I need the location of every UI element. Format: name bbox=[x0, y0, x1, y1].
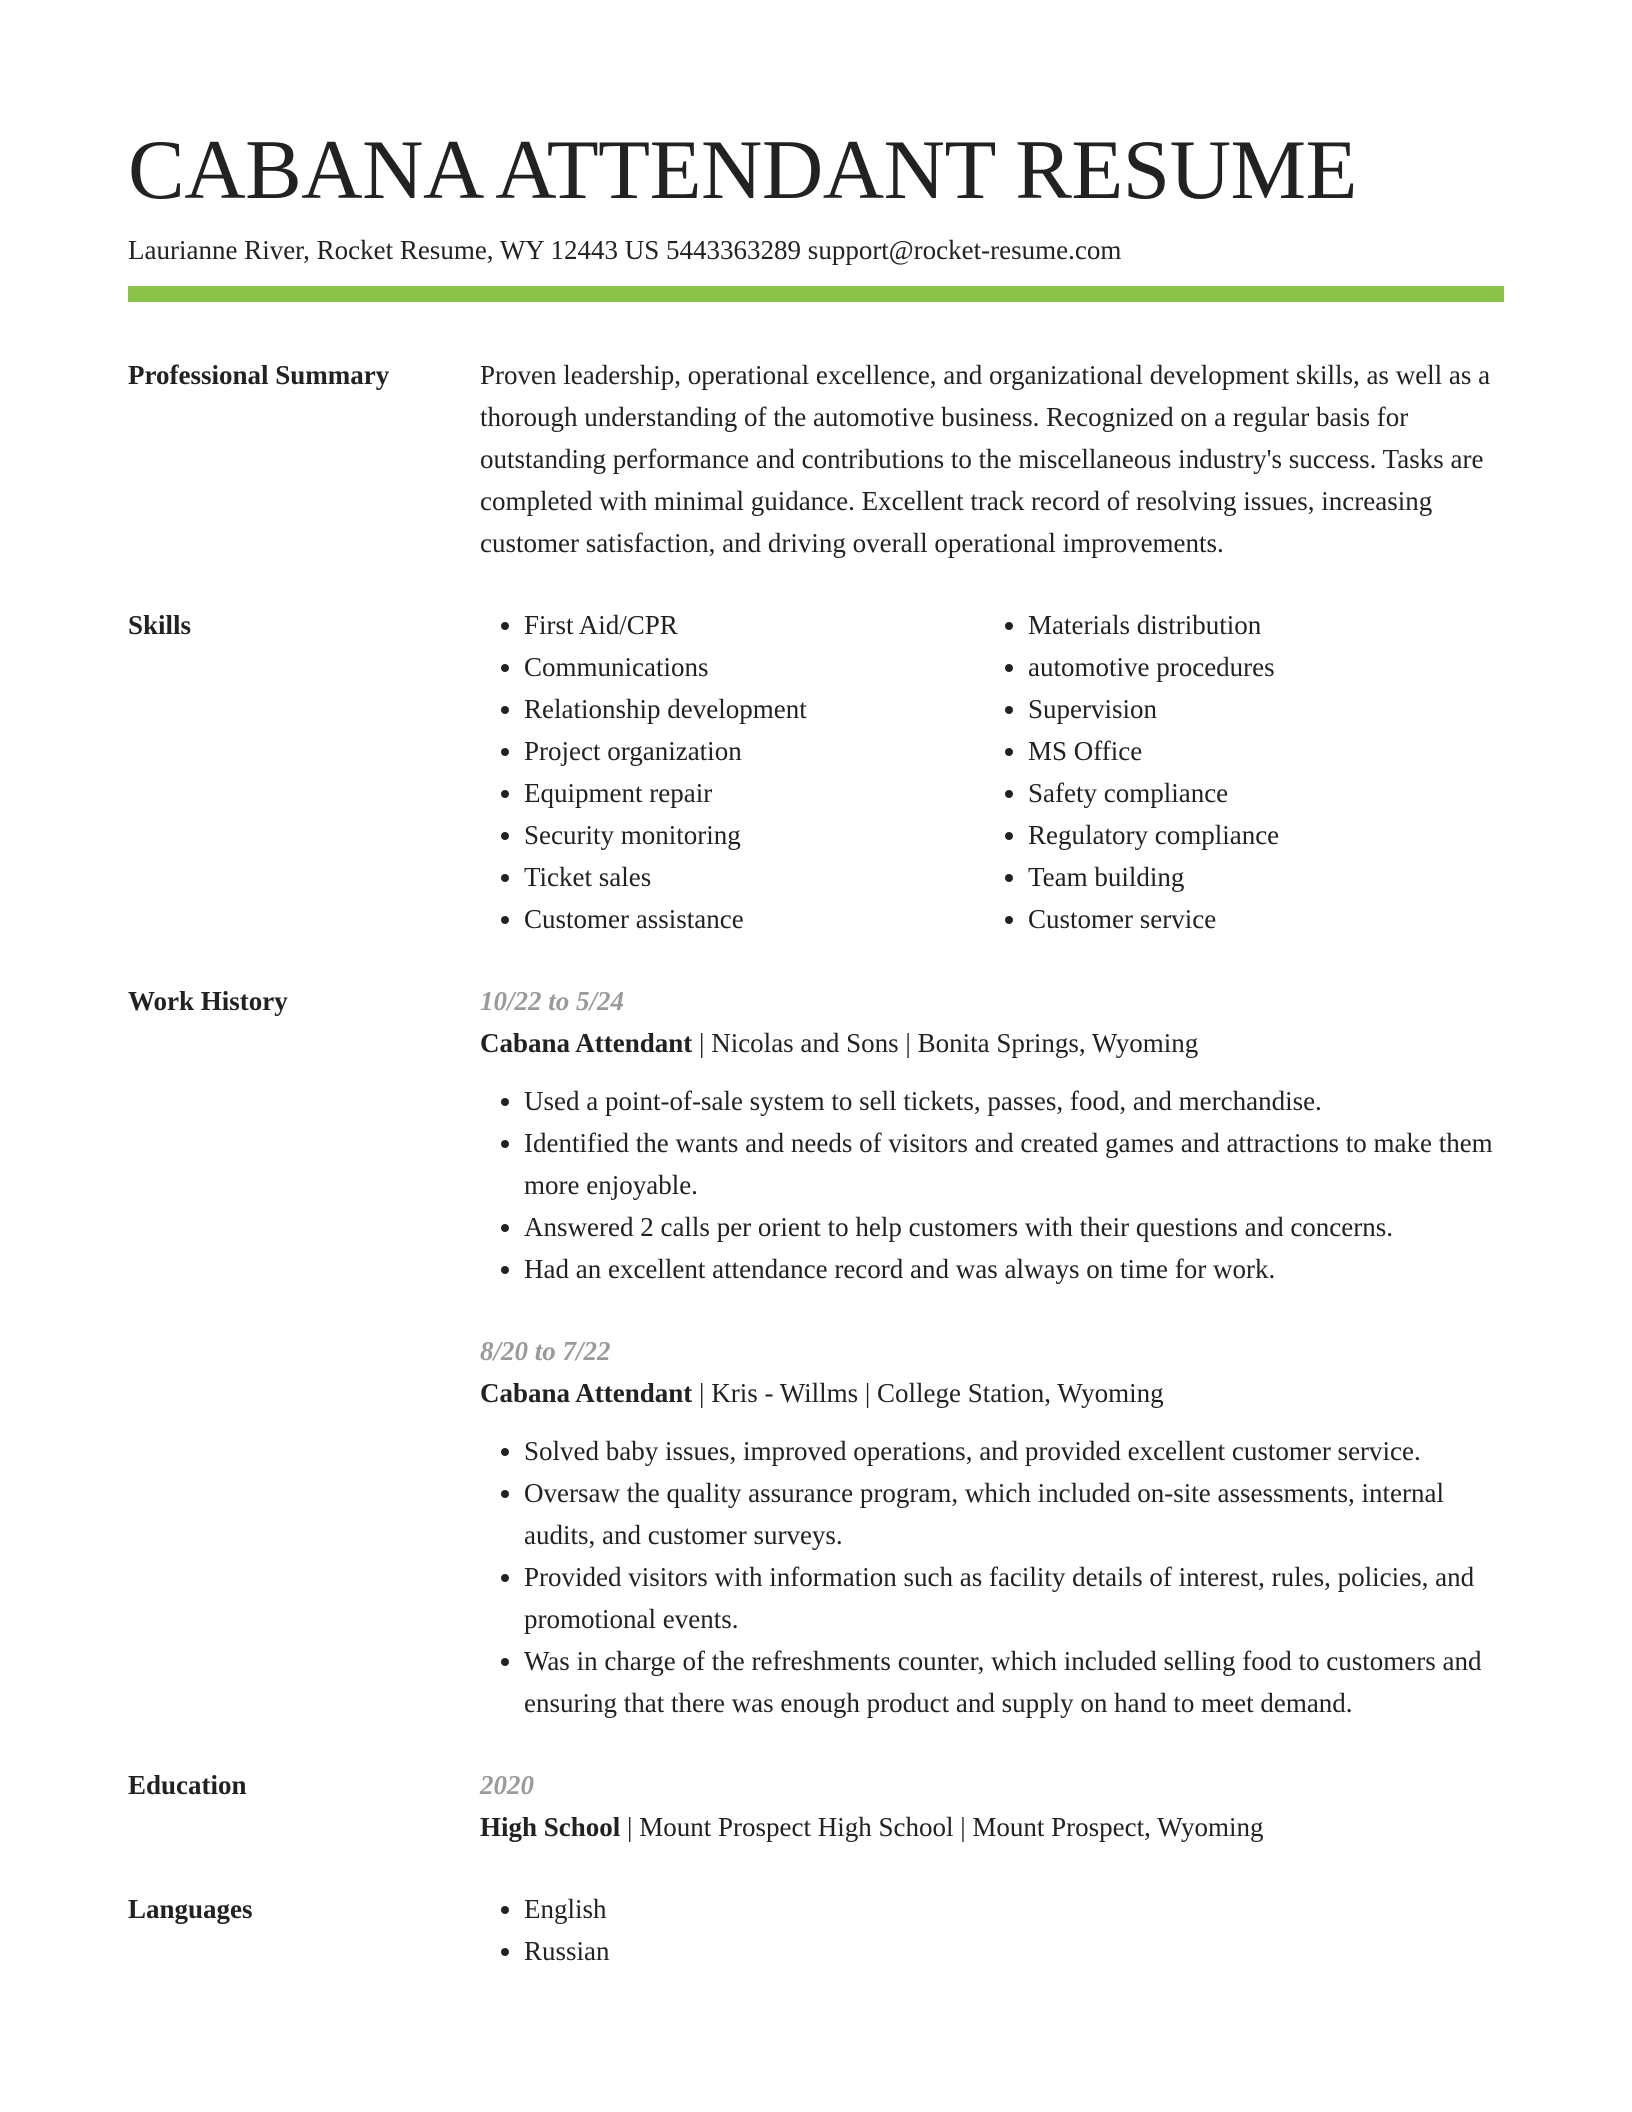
job-bullet: • Used a point-of-sale system to sell tickets, passes, food, and merchandise. bbox=[524, 1080, 1504, 1122]
job-bullets bbox=[480, 1080, 1504, 1290]
skill-item: • Team building bbox=[1028, 856, 1488, 898]
skill-item: • automotive procedures bbox=[1028, 646, 1488, 688]
skill-item: • Customer assistance bbox=[524, 898, 984, 940]
job-entry bbox=[480, 980, 1504, 1290]
summary-text: Proven leadership, operational excellence, and organizational development skills, as well as a thorough understanding of the automotive business. Recognized on a regular basis for outstanding performance and contributions to the miscellaneous industry's success. Tasks are completed with minimal guidance. Excellent track record of resolving issues, increasing customer satisfaction, and driving overall operational improvements. bbox=[480, 360, 1491, 558]
job-heading bbox=[480, 1022, 1504, 1064]
skill-item: • Security monitoring bbox=[524, 814, 984, 856]
job-entry bbox=[480, 1330, 1504, 1724]
job-details: | Kris - Willms | College Station, Wyoming bbox=[692, 1378, 1164, 1408]
section-label: Education bbox=[128, 1770, 247, 1800]
job-heading bbox=[480, 1372, 1504, 1414]
accent-divider bbox=[128, 286, 1504, 302]
section-label: Languages bbox=[128, 1894, 253, 1924]
job-bullet: • Solved baby issues, improved operations, and provided excellent customer service. bbox=[524, 1430, 1504, 1472]
job-bullet: • Oversaw the quality assurance program, which included on-site assessments, internal audits, and customer surveys. bbox=[524, 1472, 1504, 1556]
job-title: Cabana Attendant bbox=[480, 1028, 693, 1058]
job-title: Cabana Attendant bbox=[480, 1378, 693, 1408]
language-item: • English bbox=[524, 1888, 1504, 1930]
job-dates: 8/20 to 7/22 bbox=[480, 1336, 611, 1366]
summary-section bbox=[128, 354, 1504, 564]
job-bullet: • Identified the wants and needs of visitors and created games and attractions to make them more enjoyable. bbox=[524, 1122, 1504, 1206]
job-bullet: • Had an excellent attendance record and was always on time for work. bbox=[524, 1248, 1504, 1290]
job-details: | Nicolas and Sons | Bonita Springs, Wyoming bbox=[692, 1028, 1199, 1058]
skill-item: • First Aid/CPR bbox=[524, 604, 984, 646]
section-label: Work History bbox=[128, 986, 288, 1016]
work-history-section bbox=[128, 980, 1504, 1724]
job-bullet: • Answered 2 calls per orient to help customers with their questions and concerns. bbox=[524, 1206, 1504, 1248]
job-dates: 10/22 to 5/24 bbox=[480, 986, 625, 1016]
skill-item: • MS Office bbox=[1028, 730, 1488, 772]
skill-item: • Equipment repair bbox=[524, 772, 984, 814]
skills-section bbox=[128, 604, 1504, 940]
job-bullet: • Was in charge of the refreshments counter, which included selling food to customers and ensuring that there was enough product and supply on hand to meet demand. bbox=[524, 1640, 1504, 1724]
skills-list-right bbox=[984, 604, 1488, 940]
languages-section bbox=[128, 1888, 1504, 1972]
skills-list-left bbox=[480, 604, 984, 940]
resume-page bbox=[128, 120, 1504, 1972]
skill-item: • Safety compliance bbox=[1028, 772, 1488, 814]
skill-item: • Communications bbox=[524, 646, 984, 688]
education-degree: High School bbox=[480, 1812, 621, 1842]
skill-item: • Project organization bbox=[524, 730, 984, 772]
education-section bbox=[128, 1764, 1504, 1848]
education-heading bbox=[480, 1806, 1504, 1848]
section-label: Skills bbox=[128, 610, 192, 640]
language-item: • Russian bbox=[524, 1930, 1504, 1972]
skill-item: • Materials distribution bbox=[1028, 604, 1488, 646]
resume-title: CABANA ATTENDANT RESUME bbox=[128, 123, 1357, 217]
skill-item: • Relationship development bbox=[524, 688, 984, 730]
skill-item: • Ticket sales bbox=[524, 856, 984, 898]
contact-line: Laurianne River, Rocket Resume, WY 12443 US 5443363289 support@rocket-resume.com bbox=[128, 235, 1122, 265]
job-bullet: • Provided visitors with information such as facility details of interest, rules, policies, and promotional events. bbox=[524, 1556, 1504, 1640]
section-label: Professional Summary bbox=[128, 360, 390, 390]
skill-item: • Supervision bbox=[1028, 688, 1488, 730]
education-details: | Mount Prospect High School | Mount Prospect, Wyoming bbox=[620, 1812, 1264, 1842]
education-year: 2020 bbox=[480, 1770, 534, 1800]
languages-list bbox=[480, 1888, 1504, 1972]
skill-item: • Regulatory compliance bbox=[1028, 814, 1488, 856]
skill-item: • Customer service bbox=[1028, 898, 1488, 940]
job-bullets bbox=[480, 1430, 1504, 1724]
